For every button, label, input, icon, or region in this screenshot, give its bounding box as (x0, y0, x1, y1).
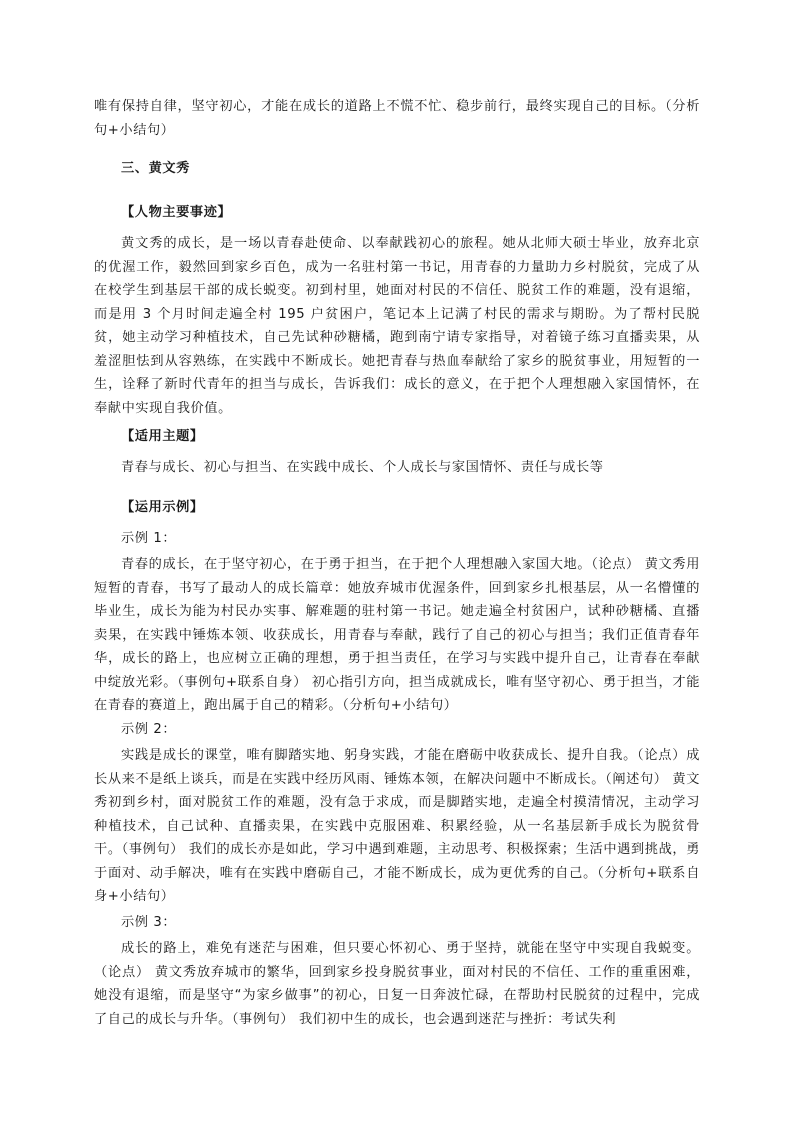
section-title: 三、黄文秀 (121, 161, 190, 176)
deeds-paragraph: 黄文秀的成长，是一场以青春赴使命、以奉献践初心的旅程。她从北师大硕士毕业，放弃北京的优渥工作，毅然回到家乡百色，成为一名驻村第一书记，用青春的力量助力乡村脱贫，完成了从在校学生到基层干部的成长蜕变。初到村里，她面对村民的不信任、脱贫工作的难题，没有退缩，而是用 3 个月时间走遍全村 195 户贫困户，笔记本上记满了村民的需求与期盼。为了帮村民脱贫，她主动学习种植技术，自己先试种砂糖橘，跑到南宁请专家指导，对着镜子练习直播卖果，从羞涩胆怯到从容熟练，在实践中不断成长。她把青春与热血奉献给了家乡的脱贫事业，用短暂的一生，诠释了新时代青年的担当与成长，告诉我们：成长的意义，在于把个人理想融入家国情怀，在奉献中实现自我价值。 (94, 236, 700, 416)
example-paragraph: 实践是成长的课堂，唯有脚踏实地、躬身实践，才能在磨砺中收获成长、提升自我。（论点）成长从来不是纸上谈兵，而是在实践中经历风雨、锤炼本领，在解决问题中不断成长。（阐述句） 黄文秀初到乡村，面对脱贫工作的难题，没有急于求成，而是脚踏实地，走遍全村摸清情况，主动学习种植技术，自己试种、直播卖果，在实践中克服困难、积累经验，从一名基层新手成长为脱贫骨干。（事例句） 我们的成长亦是如此，学习中遇到难题，主动思考、积极探索；生活中遇到挑战，勇于面对、动手解决，唯有在实践中磨砺自己，才能不断成长，成为更优秀的自己。（分析句+联系自身+小结句） (94, 748, 700, 904)
example-label: 示例 3： (121, 915, 177, 930)
usage-heading: 【运用示例】 (121, 500, 204, 515)
theme-paragraph: 青春与成长、初心与担当、在实践中成长、个人成长与家国情怀、责任与成长等 (121, 460, 604, 475)
theme-heading: 【适用主题】 (121, 429, 204, 444)
example-label: 示例 1： (121, 531, 177, 546)
deeds-heading: 【人物主要事迹】 (121, 205, 232, 220)
example-paragraph: 青春的成长，在于坚守初心，在于勇于担当，在于把个人理想融入家国大地。（论点） 黄文秀用短暂的青春，书写了最动人的成长篇章：她放弃城市优渥条件，回到家乡扎根基层，从一名懵懂的毕业生，成长为能为村民办实事、解难题的驻村第一书记。她走遍全村贫困户，试种砂糖橘、直播卖果，在实践中锤炼本领、收获成长，用青春与奉献，践行了自己的初心与担当；我们正值青春年华，成长的路上，也应树立正确的理想，勇于担当责任，在学习与实践中提升自己，让青春在奉献中绽放光彩。（事例句+联系自身） 初心指引方向，担当成就成长，唯有坚守初心、勇于担当，才能在青春的赛道上，跑出属于自己的精彩。（分析句+小结句） (94, 557, 700, 713)
intro-paragraph: 唯有保持自律，坚守初心，才能在成长的道路上不慌不忙、稳步前行，最终实现自己的目标。（分析句+小结句） (94, 99, 700, 138)
example-label: 示例 2： (121, 722, 177, 737)
example-paragraph: 成长的路上，难免有迷茫与困难，但只要心怀初心、勇于坚持，就能在坚守中实现自我蜕变。（论点） 黄文秀放弃城市的繁华，回到家乡投身脱贫事业，面对村民的不信任、工作的重重困难，她没有退缩，而是坚守“为家乡做事”的初心，日复一日奔波忙碌，在帮助村民脱贫的过程中，完成了自己的成长与升华。（事例句） 我们初中生的成长，也会遇到迷茫与挫折：考试失利 (94, 941, 700, 1027)
